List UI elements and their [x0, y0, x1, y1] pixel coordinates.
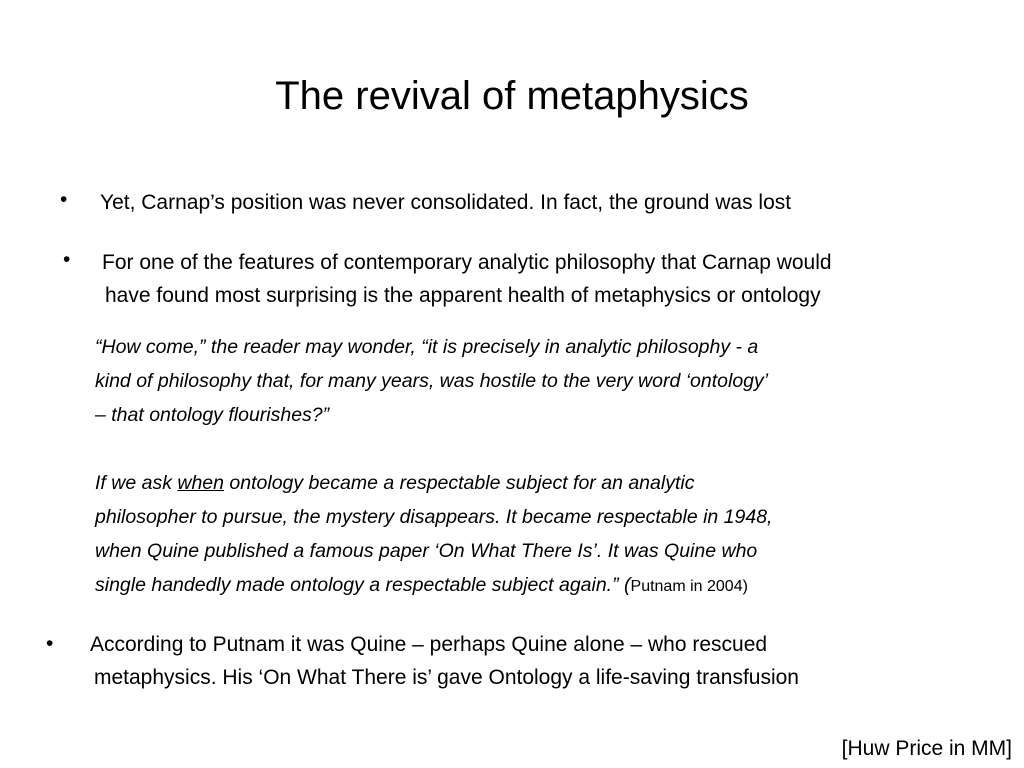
bullet-marker: • [63, 248, 71, 271]
bullet-1 [100, 186, 980, 219]
slide-title: The revival of metaphysics [275, 74, 749, 118]
quote-line: kind of philosophy that, for many years, was hostile to the very word ‘ontology’ [95, 370, 769, 392]
citation: Putnam in 2004) [630, 578, 748, 595]
bullet-3-line-1: According to Putnam it was Quine – perhaps Quine alone – who rescued [90, 633, 768, 656]
quote-line: – that ontology flourishes?” [95, 404, 330, 426]
bullet-2 [102, 246, 982, 312]
bullet-marker: • [60, 188, 68, 211]
quote-line: philosopher to pursue, the mystery disappears. It became respectable in 1948, [95, 506, 773, 528]
emphasized-when: when [177, 472, 224, 494]
bullet-3-line-2: metaphysics. His ‘On What There is’ gave Ontology a life-saving transfusion [94, 666, 799, 689]
source-credit: [Huw Price in MM] [841, 737, 1012, 760]
quote-line [95, 568, 935, 604]
bullet-2-line-2: have found most surprising is the apparent health of metaphysics or ontology [105, 284, 821, 307]
bullet-1-text: Yet, Carnap’s position was never consolidated. In fact, the ground was lost [100, 191, 792, 214]
quote-text: single handedly made ontology a respectable subject again.” ( [95, 574, 631, 596]
quote-line: “How come,” the reader may wonder, “it is precisely in analytic philosophy - a [95, 336, 759, 358]
quote-text: If we ask [95, 472, 178, 494]
bullet-2-line-1: For one of the features of contemporary analytic philosophy that Carnap would [102, 251, 832, 274]
paragraph-gap [95, 432, 935, 466]
quote-text: ontology became a respectable subject for an analytic [224, 472, 695, 494]
bullet-marker: • [46, 632, 54, 655]
bullet-3 [90, 628, 990, 694]
quotation-block [95, 330, 935, 604]
quote-line: when Quine published a famous paper ‘On What There Is’. It was Quine who [95, 540, 758, 562]
quote-line [95, 466, 935, 500]
